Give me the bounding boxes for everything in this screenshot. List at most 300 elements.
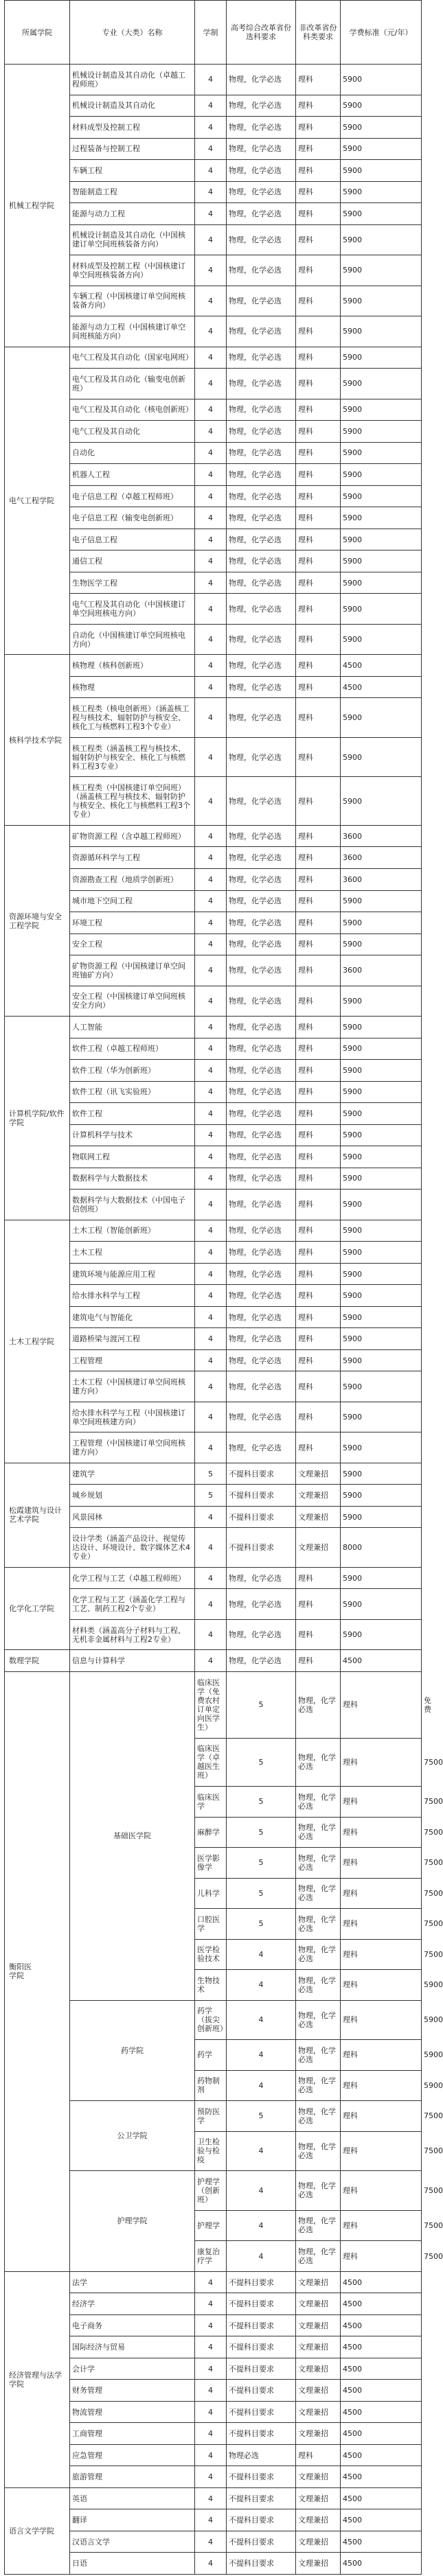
major-cell: 药学 — [195, 2040, 227, 2071]
subjects-cell: 物理，化学必选 — [227, 1060, 296, 1082]
type-cell: 文理兼招 — [296, 1528, 341, 1568]
major-cell: 能源与动力工程 — [70, 203, 195, 225]
type-cell: 理科 — [341, 2131, 422, 2171]
subjects-cell: 物理，化学必选 — [227, 485, 296, 507]
major-cell: 康复治疗学 — [195, 2241, 227, 2272]
tuition-cell: 5900 — [341, 95, 422, 117]
type-cell: 理科 — [296, 737, 341, 777]
table-row: 卫生检验与检疫 4 物理，化学必选 理科 7500 — [5, 2131, 422, 2171]
years-cell: 4 — [195, 224, 227, 255]
type-cell: 理科 — [296, 1103, 341, 1125]
subjects-cell: 物理，化学必选 — [296, 1672, 341, 1739]
years-cell: 4 — [195, 1371, 227, 1402]
subjects-cell: 物理，化学必选 — [227, 1038, 296, 1060]
major-cell: 设计学类（涵盖产品设计、视觉传达设计、环境设计、数字媒体艺术4专业） — [70, 1528, 195, 1568]
major-cell: 翻译 — [70, 2509, 195, 2531]
subjects-cell: 物理，化学必选 — [296, 1817, 341, 1848]
type-cell: 文理兼招 — [296, 2380, 341, 2402]
subcollege-cell: 护理学院 — [70, 2171, 195, 2272]
years-cell: 4 — [195, 868, 227, 890]
tuition-cell: 5900 — [341, 224, 422, 255]
major-cell: 车辆工程（中国核建订单空间班核装备方向） — [70, 286, 195, 316]
tuition-cell: 5900 — [341, 1371, 422, 1402]
years-cell: 4 — [195, 1103, 227, 1125]
table-row — [5, 655, 422, 677]
years-cell: 4 — [195, 507, 227, 529]
tuition-cell: 5900 — [341, 485, 422, 507]
type-cell: 文理兼招 — [296, 2531, 341, 2553]
major-cell: 药学（拔尖创新班） — [195, 2000, 227, 2040]
tuition-cell: 4500 — [341, 2380, 422, 2402]
type-cell: 理科 — [296, 933, 341, 955]
subjects-cell: 物理，化学必选 — [227, 316, 296, 347]
table-row — [5, 1017, 422, 1038]
years-cell: 4 — [195, 2336, 227, 2358]
type-cell: 文理兼招 — [296, 2336, 341, 2358]
table-row — [5, 2487, 422, 2509]
subjects-cell: 物理，化学必选 — [296, 1878, 341, 1909]
major-cell: 化学工程与工艺（涵盖化学工程与工艺、制药工程2个专业） — [70, 1589, 195, 1620]
major-cell: 资源勘查工程（地质学创新班） — [70, 868, 195, 890]
tuition-cell: 4500 — [341, 2487, 422, 2509]
subjects-cell: 物理，化学必选 — [296, 1909, 341, 1940]
major-cell: 城乡规划 — [70, 1485, 195, 1507]
years-cell: 4 — [195, 347, 227, 369]
subjects-cell: 物理，化学必选 — [227, 986, 296, 1017]
subjects-cell: 物理，化学必选 — [227, 286, 296, 316]
college-cell: 机械工程学院 — [5, 65, 70, 347]
subjects-cell: 不提科目要求 — [227, 2336, 296, 2358]
major-cell: 护理学（创新班） — [195, 2171, 227, 2211]
type-cell: 理科 — [296, 1038, 341, 1060]
years-cell: 4 — [195, 369, 227, 399]
header-subjects: 高考综合改革省份选科要求 — [227, 1, 296, 65]
major-cell: 卫生检验与检疫 — [195, 2131, 227, 2171]
years-cell: 4 — [195, 399, 227, 421]
major-cell: 土木工程 — [70, 1242, 195, 1264]
major-cell: 软件工程 — [70, 1103, 195, 1125]
years-cell: 4 — [195, 117, 227, 139]
years-cell: 4 — [195, 1124, 227, 1146]
years-cell: 4 — [227, 2171, 296, 2211]
years-cell: 4 — [227, 1939, 296, 1970]
tuition-cell: 5900 — [341, 1038, 422, 1060]
major-cell: 自动化 — [70, 442, 195, 464]
years-cell: 4 — [227, 2131, 296, 2171]
years-cell: 4 — [227, 2210, 296, 2241]
subjects-cell: 物理，化学必选 — [227, 1168, 296, 1190]
subjects-cell: 物理，化学必选 — [296, 1738, 341, 1787]
subjects-cell: 物理，化学必选 — [227, 1589, 296, 1620]
subjects-cell: 物理，化学必选 — [227, 737, 296, 777]
tuition-cell: 5900 — [341, 1306, 422, 1328]
table-row: 药学 4 物理，化学必选 理科 5900 — [5, 2040, 422, 2071]
major-cell: 安全工程（中国核建订单空间班核安全方向） — [70, 986, 195, 1017]
subjects-cell: 物理，化学必选 — [227, 1124, 296, 1146]
tuition-cell: 5900 — [341, 286, 422, 316]
type-cell: 理科 — [296, 1432, 341, 1463]
years-cell: 4 — [195, 1589, 227, 1620]
college-cell: 经济管理与法学学院 — [5, 2271, 70, 2487]
subjects-cell: 物理，化学必选 — [296, 2171, 341, 2211]
years-cell: 4 — [195, 65, 227, 95]
years-cell: 5 — [227, 1817, 296, 1848]
table-row: 医学检验技术 4 物理，化学必选 理科 7500 — [5, 1939, 422, 1970]
major-cell: 药物制剂 — [195, 2070, 227, 2101]
table-row: 衡阳医学院 基础医学院 临床医学（免费农村订单定向医学生） 5 物理，化学必选 理科 免费 — [5, 1672, 422, 1739]
years-cell: 4 — [195, 1402, 227, 1432]
type-cell: 理科 — [296, 777, 341, 826]
years-cell: 4 — [195, 1349, 227, 1371]
subjects-cell: 物理，化学必选 — [227, 1328, 296, 1350]
tuition-cell: 5900 — [341, 1060, 422, 1082]
years-cell: 4 — [195, 181, 227, 203]
type-cell: 理科 — [296, 890, 341, 912]
table-row: 生物技术 4 物理，化学必选 理科 5900 — [5, 1970, 422, 2001]
major-cell: 核工程类（中国核建订单空间班）（涵盖核工程与核技术、辐射防护与核安全、核化工与核燃料工程3个专业） — [70, 777, 195, 826]
tuition-cell: 4500 — [341, 2336, 422, 2358]
major-cell: 土木工程（中国核建订单空间班核建方向） — [70, 1371, 195, 1402]
major-cell: 工程管理 — [70, 1349, 195, 1371]
subjects-cell: 不提科目要求 — [227, 2271, 296, 2293]
major-cell: 电子商务 — [70, 2314, 195, 2336]
years-cell: 5 — [227, 1787, 296, 1818]
years-cell: 4 — [195, 2509, 227, 2531]
subjects-cell: 物理，化学必选 — [227, 1432, 296, 1463]
subjects-cell: 物理，化学必选 — [227, 421, 296, 443]
subjects-cell: 物理，化学必选 — [227, 825, 296, 847]
major-cell: 计算机科学与技术 — [70, 1124, 195, 1146]
subjects-cell: 物理，化学必选 — [227, 399, 296, 421]
type-cell: 理科 — [341, 2171, 422, 2211]
table-row: 公卫学院 预防医学 5 物理，化学必选 理科 7500 — [5, 2101, 422, 2132]
type-cell: 理科 — [296, 369, 341, 399]
tuition-cell: 4500 — [341, 2423, 422, 2445]
years-cell: 4 — [195, 1146, 227, 1168]
major-cell: 汉语言文学 — [70, 2531, 195, 2553]
table-row — [5, 65, 422, 95]
major-cell: 给水排水科学与工程 — [70, 1285, 195, 1307]
type-cell: 理科 — [296, 65, 341, 95]
major-cell: 环境工程 — [70, 912, 195, 934]
years-cell: 4 — [195, 1528, 227, 1568]
subjects-cell: 物理，化学必选 — [227, 1103, 296, 1125]
type-cell: 理科 — [296, 1190, 341, 1220]
years-cell: 4 — [195, 1328, 227, 1350]
years-cell: 4 — [195, 160, 227, 182]
tuition-cell: 5900 — [341, 347, 422, 369]
years-cell: 4 — [195, 2401, 227, 2423]
years-cell: 4 — [195, 255, 227, 286]
major-cell: 临床医学（免费农村订单定向医学生） — [195, 1672, 227, 1739]
years-cell: 4 — [195, 2380, 227, 2402]
tuition-cell: 5900 — [341, 529, 422, 550]
type-cell: 理科 — [296, 117, 341, 139]
major-cell: 电子信息工程 — [70, 529, 195, 550]
type-cell: 理科 — [341, 2070, 422, 2101]
years-cell: 4 — [227, 2000, 296, 2040]
subjects-cell: 物理，化学必选 — [227, 160, 296, 182]
type-cell: 理科 — [296, 986, 341, 1017]
major-cell: 核物理（核科创新班） — [70, 655, 195, 677]
subjects-cell: 物理，化学必选 — [227, 203, 296, 225]
tuition-cell: 5900 — [341, 1124, 422, 1146]
tuition-cell: 5900 — [341, 203, 422, 225]
tuition-cell: 5900 — [341, 1619, 422, 1650]
subjects-cell: 物理，化学必选 — [227, 138, 296, 160]
major-cell: 物联网工程 — [70, 1146, 195, 1168]
type-cell: 理科 — [296, 1081, 341, 1103]
major-cell: 材料类（涵盖高分子材料与工程、无机非金属材料与工程2专业） — [70, 1619, 195, 1650]
tuition-cell: 5900 — [341, 255, 422, 286]
years-cell: 4 — [195, 624, 227, 655]
type-cell: 理科 — [341, 2101, 422, 2132]
subjects-cell: 物理，化学必选 — [227, 955, 296, 986]
subjects-cell: 物理，化学必选 — [227, 676, 296, 698]
major-cell: 化学工程与工艺（卓越工程师班） — [70, 1567, 195, 1589]
tuition-cell: 3600 — [341, 847, 422, 869]
years-cell: 4 — [195, 1432, 227, 1463]
type-cell: 文理兼招 — [296, 2487, 341, 2509]
years-cell: 4 — [195, 777, 227, 826]
years-cell: 4 — [195, 933, 227, 955]
major-cell: 建筑电气与智能化 — [70, 1306, 195, 1328]
subjects-cell: 不提科目要求 — [227, 1485, 296, 1507]
years-cell: 4 — [195, 986, 227, 1017]
years-cell: 4 — [227, 1970, 296, 2001]
major-cell: 数据科学与大数据技术 — [70, 1168, 195, 1190]
subjects-cell: 物理，化学必选 — [227, 572, 296, 594]
subjects-cell: 物理，化学必选 — [227, 95, 296, 117]
subjects-cell: 物理，化学必选 — [227, 1619, 296, 1650]
tuition-cell: 5900 — [341, 624, 422, 655]
subjects-cell: 不提科目要求 — [227, 2358, 296, 2380]
type-cell: 理科 — [341, 1909, 422, 1940]
subjects-cell: 物理，化学必选 — [227, 933, 296, 955]
tuition-cell: 4500 — [341, 2293, 422, 2315]
subjects-cell: 物理，化学必选 — [227, 777, 296, 826]
years-cell: 5 — [227, 1878, 296, 1909]
medical-college-name: 衡阳医学院 — [9, 1962, 32, 1981]
years-cell: 4 — [195, 1038, 227, 1060]
type-cell: 文理兼招 — [296, 2271, 341, 2293]
major-cell: 矿物资源工程（含卓越工程师班） — [70, 825, 195, 847]
type-cell: 理科 — [296, 421, 341, 443]
tuition-cell: 5900 — [341, 65, 422, 95]
major-cell: 电气工程及其自动化 — [70, 421, 195, 443]
major-cell: 生物技术 — [195, 1970, 227, 2001]
major-cell: 材料成型及控制工程（中国核建订单空间班核装备方向） — [70, 255, 195, 286]
type-cell: 理科 — [296, 1146, 341, 1168]
major-cell: 电气工程及其自动化（国家电网班） — [70, 347, 195, 369]
subjects-cell: 物理，化学必选 — [227, 224, 296, 255]
college-cell: 土木工程学院 — [5, 1220, 70, 1463]
type-cell: 文理兼招 — [296, 2358, 341, 2380]
subjects-cell: 物理，化学必选 — [296, 2070, 341, 2101]
tuition-cell: 5900 — [341, 550, 422, 572]
type-cell: 理科 — [296, 868, 341, 890]
type-cell: 理科 — [296, 847, 341, 869]
major-cell: 临床医学（卓越医生班） — [195, 1738, 227, 1787]
tuition-cell: 5900 — [341, 181, 422, 203]
major-cell: 信息与计算科学 — [70, 1650, 195, 1672]
subjects-cell: 物理，化学必选 — [227, 868, 296, 890]
table-row — [5, 347, 422, 369]
years-cell: 5 — [227, 1909, 296, 1940]
years-cell: 4 — [195, 1017, 227, 1038]
type-cell: 理科 — [296, 1263, 341, 1285]
subjects-cell: 物理，化学必选 — [296, 1970, 341, 2001]
table-row: 医学影像学 5 物理，化学必选 理科 7500 — [5, 1848, 422, 1879]
type-cell: 理科 — [296, 1589, 341, 1620]
subjects-cell: 物理，化学必选 — [227, 912, 296, 934]
subjects-cell: 物理，化学必选 — [227, 847, 296, 869]
major-cell: 机械设计制造及其自动化（卓越工程师班） — [70, 65, 195, 95]
major-cell: 核物理 — [70, 676, 195, 698]
tuition-cell: 5900 — [341, 737, 422, 777]
subjects-cell: 物理，化学必选 — [227, 1263, 296, 1285]
years-cell: 4 — [195, 1220, 227, 1242]
subjects-cell: 物理，化学必选 — [227, 1567, 296, 1589]
tuition-cell: 5900 — [341, 507, 422, 529]
type-cell: 理科 — [341, 2210, 422, 2241]
tuition-cell: 4500 — [341, 2271, 422, 2293]
major-cell: 麻醉学 — [195, 1817, 227, 1848]
major-cell: 土木工程（智能创新班） — [70, 1220, 195, 1242]
subjects-cell: 不提科目要求 — [227, 2423, 296, 2445]
tuition-cell: 4500 — [341, 2553, 422, 2575]
years-cell: 5 — [227, 2101, 296, 2132]
type-cell: 文理兼招 — [296, 1485, 341, 1507]
subjects-cell: 物理，化学必选 — [296, 1848, 341, 1879]
subjects-cell: 物理，化学必选 — [296, 1787, 341, 1818]
years-cell: 4 — [195, 2271, 227, 2293]
major-cell: 资源循环科学与工程 — [70, 847, 195, 869]
tuition-cell: 5900 — [341, 1506, 422, 1528]
subjects-cell: 物理，化学必选 — [296, 2241, 341, 2272]
subjects-cell: 物理，化学必选 — [227, 1650, 296, 1672]
tuition-cell: 5900 — [341, 1103, 422, 1125]
tuition-cell: 8000 — [341, 1528, 422, 1568]
type-cell: 理科 — [296, 1371, 341, 1402]
subjects-cell: 不提科目要求 — [227, 2509, 296, 2531]
type-cell: 理科 — [296, 529, 341, 550]
major-cell: 软件工程（讯飞实验班） — [70, 1081, 195, 1103]
years-cell: 4 — [195, 825, 227, 847]
major-cell: 自动化（中国核建订单空间班核电方向） — [70, 624, 195, 655]
subjects-cell: 不提科目要求 — [227, 2380, 296, 2402]
subjects-cell: 物理，化学必选 — [227, 442, 296, 464]
tuition-cell: 5900 — [341, 117, 422, 139]
major-cell: 软件工程（卓越工程师班） — [70, 1038, 195, 1060]
header-major: 专业（大类）名称 — [70, 1, 195, 65]
major-cell: 材料成型及控制工程 — [70, 117, 195, 139]
years-cell: 4 — [195, 2293, 227, 2315]
type-cell: 理科 — [341, 1970, 422, 2001]
table-row — [5, 1567, 422, 1589]
tuition-cell: 4500 — [341, 2358, 422, 2380]
type-cell: 理科 — [296, 485, 341, 507]
type-cell: 理科 — [296, 1328, 341, 1350]
type-cell: 理科 — [296, 1168, 341, 1190]
tuition-cell: 4500 — [341, 2531, 422, 2553]
tuition-cell: 5900 — [341, 1242, 422, 1264]
subjects-cell: 物理，化学必选 — [227, 117, 296, 139]
tuition-cell: 3600 — [341, 825, 422, 847]
subjects-cell: 物理，化学必选 — [227, 347, 296, 369]
table-row: 药学院 药学（拔尖创新班） 4 物理，化学必选 理科 5900 — [5, 2000, 422, 2040]
tuition-cell: 5900 — [341, 1263, 422, 1285]
subjects-cell: 物理必选 — [227, 2444, 296, 2466]
type-cell: 理科 — [341, 1787, 422, 1818]
years-cell: 4 — [195, 485, 227, 507]
years-cell: 4 — [195, 203, 227, 225]
years-cell: 4 — [195, 890, 227, 912]
type-cell: 理科 — [341, 1738, 422, 1787]
header-tuition: 学费标准（元/年） — [341, 1, 422, 65]
tuition-cell: 3600 — [341, 868, 422, 890]
major-cell: 电子信息工程（输变电创新班） — [70, 507, 195, 529]
subjects-cell: 物理，化学必选 — [227, 1081, 296, 1103]
tuition-cell: 5900 — [341, 572, 422, 594]
table-row: 口腔医学 5 物理，化学必选 理科 7500 — [5, 1909, 422, 1940]
type-cell: 理科 — [296, 1017, 341, 1038]
subcollege-cell: 药学院 — [70, 2000, 195, 2101]
years-cell: 5 — [195, 1463, 227, 1485]
years-cell: 4 — [195, 955, 227, 986]
type-cell: 理科 — [296, 1242, 341, 1264]
tuition-cell: 4500 — [341, 2401, 422, 2423]
subjects-cell: 物理，化学必选 — [227, 369, 296, 399]
tuition-cell: 5900 — [341, 986, 422, 1017]
subjects-cell: 物理，化学必选 — [227, 698, 296, 738]
subjects-cell: 不提科目要求 — [227, 2293, 296, 2315]
major-cell: 车辆工程 — [70, 160, 195, 182]
tuition-cell: 4500 — [341, 1650, 422, 1672]
subjects-cell: 物理，化学必选 — [227, 1190, 296, 1220]
tuition-cell: 5900 — [341, 1285, 422, 1307]
college-cell: 计算机学院/软件学院 — [5, 1017, 70, 1220]
tuition-cell: 5900 — [341, 1168, 422, 1190]
major-cell: 国际经济与贸易 — [70, 2336, 195, 2358]
years-cell: 4 — [195, 421, 227, 443]
type-cell: 理科 — [296, 160, 341, 182]
major-cell: 口腔医学 — [195, 1909, 227, 1940]
type-cell: 理科 — [341, 2040, 422, 2071]
table-row: 康复治疗学 4 物理，化学必选 理科 7500 — [5, 2241, 422, 2272]
years-cell: 4 — [195, 1168, 227, 1190]
major-cell: 智能制造工程 — [70, 181, 195, 203]
type-cell: 理科 — [296, 655, 341, 677]
type-cell: 理科 — [296, 286, 341, 316]
years-cell: 4 — [195, 2358, 227, 2380]
tuition-cell: 5900 — [341, 399, 422, 421]
major-cell: 风景园林 — [70, 1506, 195, 1528]
major-cell: 机械设计制造及其自动化（中国核建订单空间班核装备方向） — [70, 224, 195, 255]
subjects-cell: 不提科目要求 — [227, 2466, 296, 2488]
tuition-cell: 5900 — [341, 138, 422, 160]
type-cell: 文理兼招 — [296, 2423, 341, 2445]
tuition-cell: 5900 — [341, 1220, 422, 1242]
years-cell: 4 — [195, 1506, 227, 1528]
type-cell: 文理兼招 — [296, 2314, 341, 2336]
major-cell: 会计学 — [70, 2358, 195, 2380]
subjects-cell: 物理，化学必选 — [296, 2210, 341, 2241]
subjects-cell: 物理，化学必选 — [227, 890, 296, 912]
type-cell: 理科 — [341, 1672, 422, 1739]
subjects-cell: 物理，化学必选 — [227, 181, 296, 203]
type-cell: 理科 — [296, 1060, 341, 1082]
